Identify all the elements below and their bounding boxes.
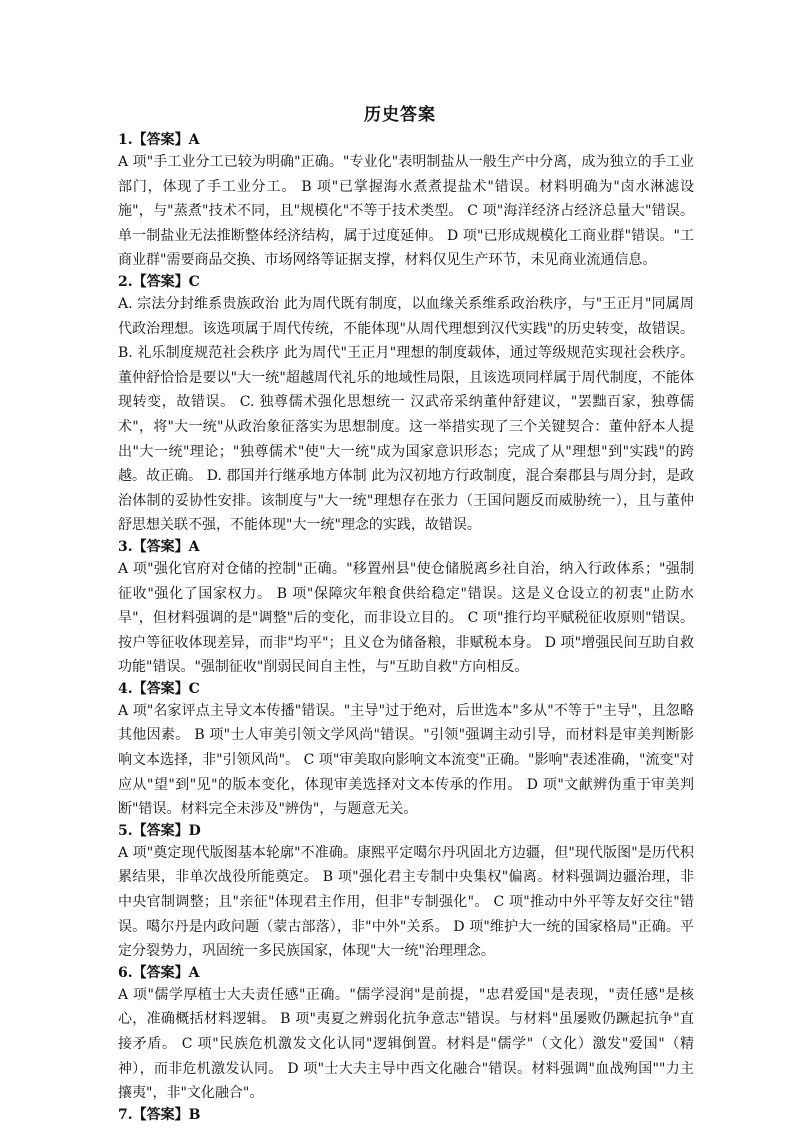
answer-heading: 3.【答案】A (118, 538, 200, 555)
answer-heading: 7.【答案】B (118, 1106, 201, 1123)
answer-item-2 (118, 273, 694, 538)
answer-item-4 (118, 680, 694, 822)
answer-heading: 2.【答案】C (118, 273, 200, 290)
answer-item-7 (118, 1106, 694, 1125)
answer-explanation: A 项"强化官府对仓储的控制"正确。"移置州县"使仓储脱离乡社自治，纳入行政体系；"强制征收"强化了国家权力。 B 项"保障灾年粮食供给稳定"错误。这是义仓设立的初衷"止防水旱"，但材料强调的是"调整"后的变化，而非设立目的。 C 项"推行均平赋税征收原则"错误。按户等征收体现差异，而非"均平"；且义仓为储备粮，非赋税本身。 D 项"增强民间互助自救功能"错误。"强制征收"削弱民间自主性，与"互助自救"方向相反。 (118, 560, 694, 676)
answer-heading: 5.【答案】D (118, 822, 201, 839)
answer-list (118, 131, 694, 1125)
answer-explanation: A 项"奠定现代版图基本轮廓"不准确。康熙平定噶尔丹巩固北方边疆，但"现代版图"是历代积累结果，非单次战役所能奠定。 B 项"强化君主专制中央集权"偏离。材料强调边疆治理，非中央官制调整；且"亲征"体现君主作用，但非"专制强化"。 C 项"推动中外平等友好交往"错误。噶尔丹是内政问题（蒙古部落），非"中外"关系。 D 项"维护大一统的国家格局"正确。平定分裂势力，巩固统一多民族国家，体现"大一统"治理理念。 (118, 844, 694, 960)
answer-explanation: A 项"手工业分工已较为明确"正确。"专业化"表明制盐从一般生产中分离，成为独立的手工业部门，体现了手工业分工。 B 项"已掌握海水煮煮提盐术"错误。材料明确为"卤水淋滤设施"，与"蒸煮"技术不同，且"规模化"不等于技术类型。 C 项"海洋经济占经济总量大"错误。单一制盐业无法推断整体经济结构，属于过度延伸。 D 项"已形成规模化工商业群"错误。"工商业群"需要商品交换、市场网络等证据支撑，材料仅见生产环节，未见商业流通信息。 (118, 154, 694, 269)
page-title: 历史答案 (364, 105, 436, 125)
answer-explanation: A 项"名家评点主导文本传播"错误。"主导"过于绝对，后世选本"多从"不等于"主导"，且忽略其他因素。 B 项"士人审美引领文学风尚"错误。"引领"强调主动引导，而材料是审美判断影响文本选择，非"引领风尚"。 C 项"审美取向影响文本流变"正确。"影响"表述准确，"流变"对应从"望"到"见"的版本变化，体现审美选择对文本传承的作用。 D 项"文献辨伪重于审美判断"错误。材料完全未涉及"辨伪"，与题意无关。 (118, 702, 694, 818)
answer-item-1 (118, 131, 694, 273)
answer-heading: 6.【答案】A (118, 964, 200, 981)
answer-explanation: A. 宗法分封维系贵族政治 此为周代既有制度，以血缘关系维系政治秩序，与"王正月"同属周代政治理想。该选项属于周代传统，不能体现"从周代理想到汉代实践"的历史转变，故错误。 B. 礼乐制度规范社会秩序 此为周代"王正月"理想的制度载体，通过等级规范实现社会秩序。董仲舒恰恰是要以"大一统"超越周代礼乐的地域性局限，且该选项同样属于周代制度，不能体现转变，故错误。 C. 独尊儒术强化思想统一 汉武帝采纳董仲舒建议，"罢黜百家，独尊儒术"，将"大一统"从政治象征落实为思想制度。这一举措实现了三个关键契合：董仲舒本人提出"大一统"理论；"独尊儒术"使"大一统"成为国家意识形态；完成了从"理想"到"实践"的跨越。故正确。 D. 郡国并行继承地方体制 此为汉初地方行政制度，混合秦郡县与周分封，是政治体制的妥协性安排。该制度与"大一统"理想存在张力（王国问题反而威胁统一），且与董仲舒思想关联不强，不能体现"大一统"理念的实践，故错误。 (118, 295, 694, 534)
answer-heading: 4.【答案】C (118, 680, 200, 697)
answer-item-3 (118, 538, 694, 680)
answer-item-6 (118, 964, 694, 1106)
answer-heading: 1.【答案】A (118, 132, 200, 148)
answer-item-5 (118, 822, 694, 964)
answer-explanation: A 项"儒学厚植士大夫责任感"正确。"儒学浸润"是前提，"忠君爱国"是表现，"责任感"是核心，准确概括材料逻辑。 B 项"夷夏之辨弱化抗争意志"错误。与材料"虽屡败仍蹶起抗争"直接矛盾。 C 项"民族危机激发文化认同"逻辑倒置。材料是"儒学"（文化）激发"爱国"（精神），而非危机激发认同。 D 项"士大夫主导中西文化融合"错误。材料强调"血战殉国""力主攘夷"，非"文化融合"。 (118, 986, 694, 1102)
